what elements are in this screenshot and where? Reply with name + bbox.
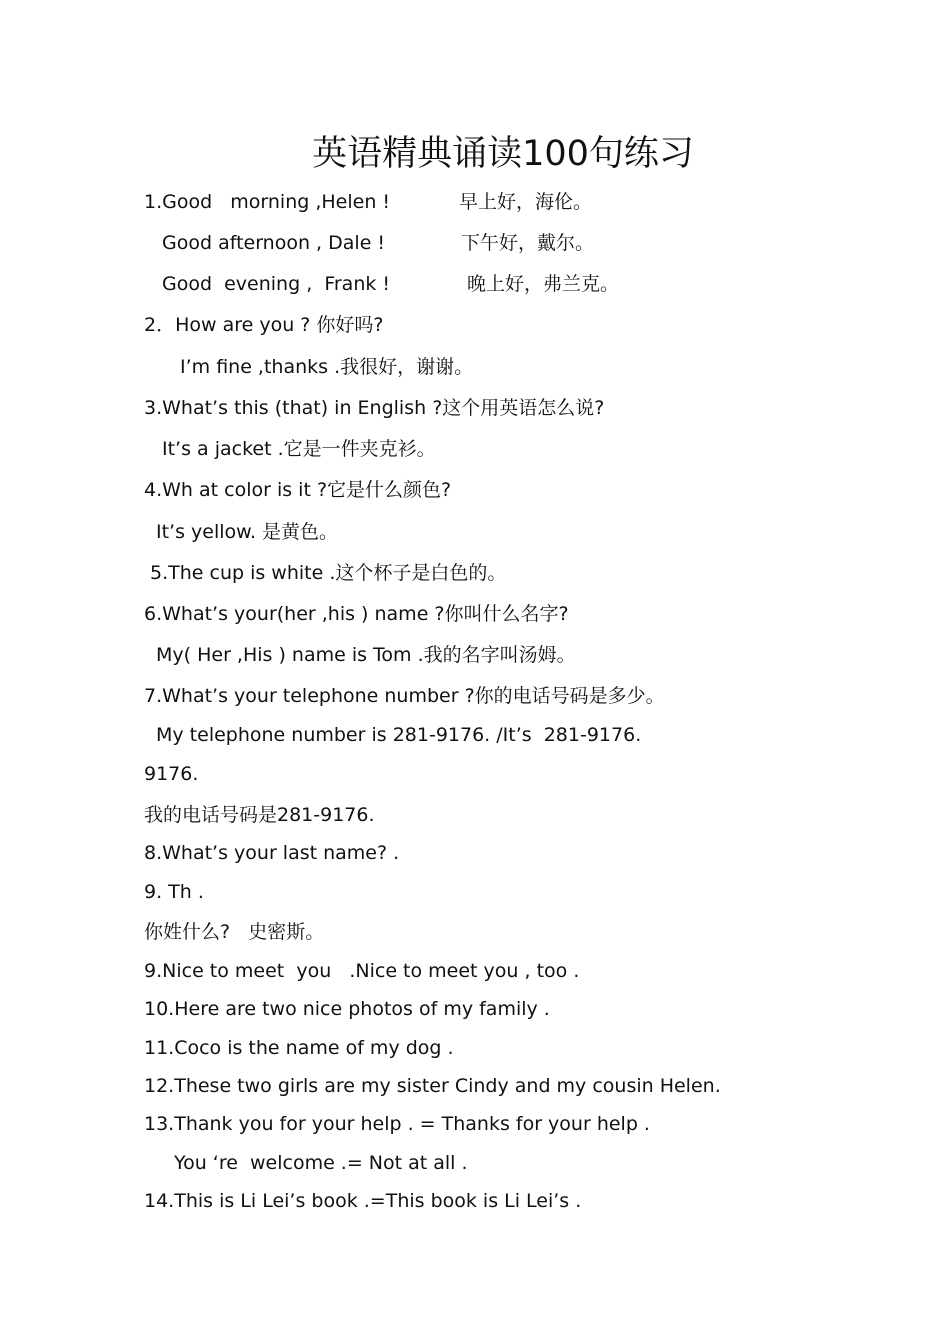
sentence-1c-en: Good evening , Frank !: [162, 273, 391, 295]
sentence-7-cn: 我的电话号码是281-9176.: [144, 804, 375, 826]
sentence-5: 5.The cup is white .这个杯子是白色的。: [150, 562, 507, 584]
sentence-9: 9.Nice to meet you .Nice to meet you , too .: [144, 960, 580, 982]
sentence-2-reply: I’m fine ,thanks .我很好，谢谢。: [180, 356, 474, 378]
sentence-6: 6.What’s your(her ,his ) name ?你叫什么名字?: [144, 603, 569, 625]
sentence-1c-cn: 晚上好，弗兰克。: [467, 273, 620, 295]
sentence-13-reply: You ‘re welcome .= Not at all .: [174, 1152, 468, 1174]
sentence-4-reply: It’s yellow. 是黄色。: [156, 521, 339, 543]
sentence-13: 13.Thank you for your help . = Thanks for your help .: [144, 1113, 650, 1135]
sentence-1-cn: 早上好，海伦。: [459, 191, 593, 213]
sentence-8: 8.What’s your last name? .: [144, 842, 400, 864]
sentence-14: 14.This is Li Lei’s book .=This book is Li Lei’s .: [144, 1190, 582, 1212]
sentence-7-reply: My telephone number is 281-9176. /It’s 281-9176.: [156, 724, 642, 746]
sentence-7-fragment: 9176.: [144, 763, 199, 785]
page-title: 英语精典诵读100句练习: [312, 134, 694, 174]
sentence-9-fragment: 9. Th .: [144, 881, 204, 903]
sentence-1-en: 1.Good morning ,Helen !: [144, 191, 391, 213]
sentence-4: 4.Wh at color is it ?它是什么颜色?: [144, 479, 452, 501]
sentence-1b-en: Good afternoon , Dale !: [162, 232, 386, 254]
sentence-6-reply: My( Her ,His ) name is Tom .我的名字叫汤姆。: [156, 644, 576, 666]
sentence-12: 12.These two girls are my sister Cindy and my cousin Helen.: [144, 1075, 721, 1097]
sentence-1b-cn: 下午好，戴尔。: [461, 232, 595, 254]
sentence-8-cn: 你姓什么? 史密斯。: [144, 921, 325, 943]
sentence-2: 2．How are you ? 你好吗?: [144, 314, 384, 336]
sentence-3: 3.What’s this (that) in English ?这个用英语怎么说?: [144, 397, 605, 419]
sentence-10: 10.Here are two nice photos of my family .: [144, 998, 550, 1020]
sentence-7: 7.What’s your telephone number ?你的电话号码是多少。: [144, 685, 665, 707]
sentence-3-reply: It’s a jacket .它是一件夹克衫。: [162, 438, 436, 460]
sentence-11: 11.Coco is the name of my dog .: [144, 1037, 454, 1059]
